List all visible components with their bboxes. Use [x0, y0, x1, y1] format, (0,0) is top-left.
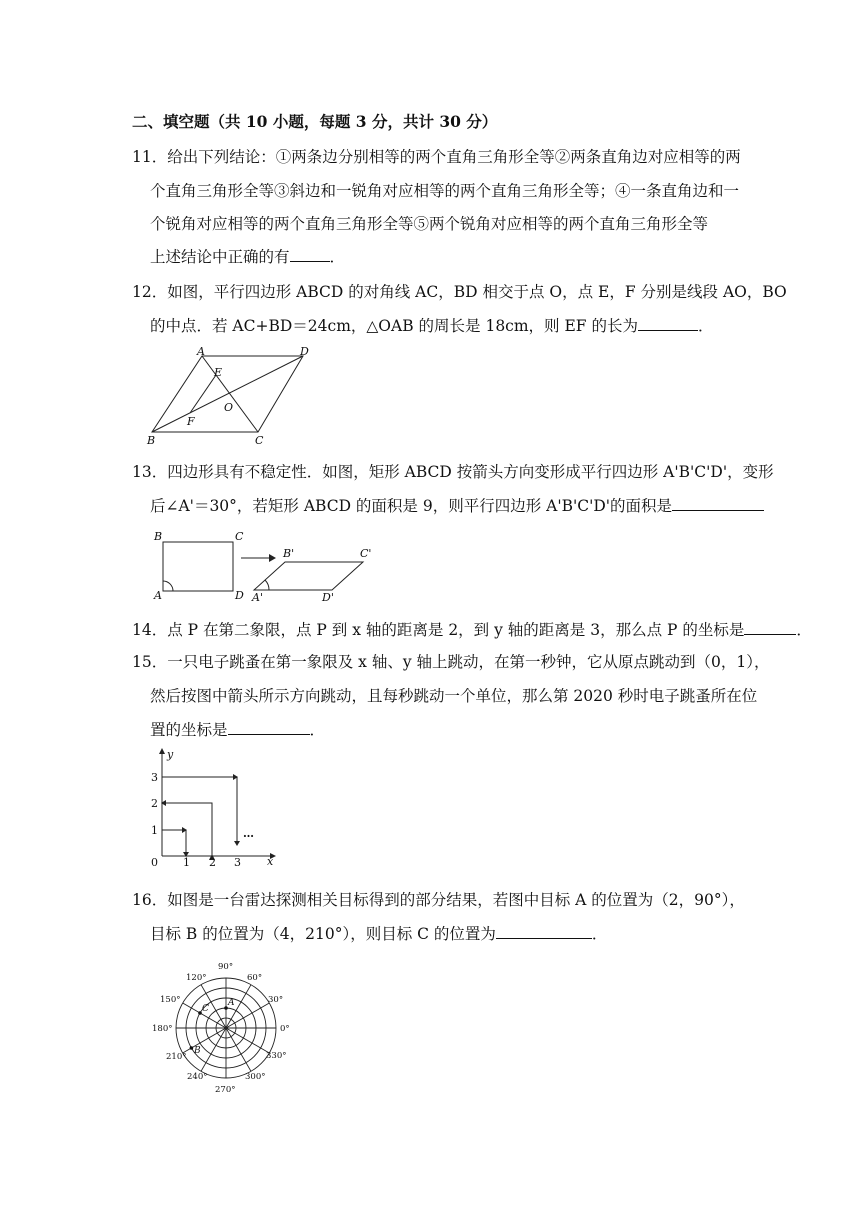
- right-angle-mark: [163, 581, 173, 591]
- target-b-label: B: [194, 1046, 201, 1056]
- angle-label-240: 240°: [187, 1072, 208, 1082]
- q12-line-2: [150, 316, 714, 336]
- q15-line-3: [150, 720, 325, 740]
- flea-path: [162, 777, 237, 856]
- angle-label-120: 120°: [186, 973, 207, 983]
- angle-label-180: 180°: [152, 1024, 173, 1034]
- label-c: C: [235, 530, 244, 543]
- q11-prompt: 上述结论中正确的有: [150, 248, 290, 266]
- angle-label-300: 300°: [245, 1072, 266, 1082]
- label-f: F: [187, 415, 195, 428]
- q16-answer-blank[interactable]: [496, 924, 592, 939]
- q11-line-2: 个直角三角形全等③斜边和一锐角对应相等的两个直角三角形全等；④一条直角边和一: [150, 182, 740, 200]
- q12-answer-blank[interactable]: [638, 316, 698, 331]
- q12-period: ．: [697, 317, 714, 335]
- angle-label-30: 30°: [268, 995, 284, 1005]
- label-b: B: [154, 530, 163, 543]
- label-d-prime: D': [322, 591, 334, 604]
- q14-period: ．: [796, 621, 812, 639]
- angle-label-330: 330°: [266, 1051, 287, 1061]
- angle-mark: [265, 580, 269, 590]
- section-title: 二、填空题（共 10 小题，每题 3 分，共计 30 分）: [132, 112, 498, 131]
- q11-line-1: 11．给出下列结论：①两条边分别相等的两个直角三角形全等②两条直角边对应相等的两: [132, 148, 741, 166]
- ellipsis: …: [243, 827, 254, 840]
- label-b-prime: B': [283, 547, 295, 560]
- q16-line-2: [150, 924, 607, 944]
- tick-y-1: 1: [151, 824, 158, 837]
- angle-label-270: 270°: [215, 1085, 236, 1095]
- target-b-dot: [190, 1046, 194, 1050]
- target-a-label: A: [228, 998, 235, 1008]
- tick-y-2: 2: [151, 797, 158, 810]
- label-o: O: [224, 401, 234, 414]
- q13-line-2: [150, 496, 764, 516]
- q12-prompt: 的中点．若 AC+BD＝24cm，△OAB 的周长是 18cm，则 EF 的长为: [150, 317, 638, 335]
- q11-period: ．: [329, 248, 346, 266]
- q15-line-2: 然后按图中箭头所示方向跳动，且每秒跳动一个单位，那么第 2020 秒时电子跳蚤所在位: [150, 687, 758, 705]
- q11-answer-blank[interactable]: [290, 247, 330, 262]
- arrow-head: [269, 554, 276, 562]
- label-y: y: [167, 748, 174, 761]
- q16-line-1: 16．如图是一台雷达探测相关目标得到的部分结果，若图中目标 A 的位置为（2，90°），: [132, 891, 745, 909]
- q11-line-4: [150, 247, 345, 267]
- label-origin: 0: [151, 856, 158, 868]
- q15-line-1: 15．一只电子跳蚤在第一象限及 x 轴、y 轴上跳动，在第一秒钟，它从原点跳动到（0，1），: [132, 653, 770, 671]
- tick-x-2: 2: [209, 856, 216, 868]
- angle-label-60: 60°: [247, 973, 263, 983]
- q13-answer-blank[interactable]: [672, 496, 764, 511]
- angle-label-210: 210°: [166, 1052, 187, 1062]
- label-b: B: [147, 434, 156, 446]
- tick-x-1: 1: [183, 856, 190, 868]
- label-a: A: [197, 346, 205, 358]
- q13-line-1: 13．四边形具有不稳定性．如图，矩形 ABCD 按箭头方向变形成平行四边形 A'B'C'D'，变形: [132, 463, 774, 481]
- tick-y-3: 3: [151, 771, 158, 784]
- label-c: C: [255, 434, 264, 446]
- q12-line-1: 12．如图，平行四边形 ABCD 的对角线 AC，BD 相交于点 O，点 E，F 分别是线段 AO，BO: [132, 283, 787, 301]
- q15-period: ．: [309, 721, 326, 739]
- y-axis-arrow-icon: [159, 748, 165, 754]
- segment-ef: [190, 375, 216, 413]
- q13-prompt: 后∠A'＝30°，若矩形 ABCD 的面积是 9，则平行四边形 A'B'C'D'的面积是: [150, 497, 673, 515]
- label-x: x: [267, 855, 274, 868]
- angle-label-90: 90°: [218, 962, 234, 972]
- tick-x-3: 3: [234, 856, 241, 868]
- label-d: D: [235, 589, 244, 602]
- angle-label-0: 0°: [280, 1024, 290, 1034]
- label-e: E: [214, 366, 223, 379]
- q16-period: ．: [591, 925, 608, 943]
- q14-prompt: 14．点 P 在第二象限，点 P 到 x 轴的距离是 2，到 y 轴的距离是 3，那么点 P 的坐标是: [132, 621, 745, 639]
- parallelogram-figure: [140, 346, 320, 446]
- diagonal-ac: [202, 356, 258, 432]
- radar-figure: [150, 958, 300, 1098]
- path-arrow-icon: [234, 841, 240, 846]
- q16-prompt: 目标 B 的位置为（4，210°），则目标 C 的位置为: [150, 925, 496, 943]
- target-c-label: C: [202, 1004, 209, 1014]
- label-a: A: [154, 589, 162, 602]
- label-c-prime: C': [360, 547, 372, 560]
- flea-path-figure: [140, 748, 280, 868]
- q15-prompt: 置的坐标是: [150, 721, 228, 739]
- q11-line-3: 个锐角对应相等的两个直角三角形全等⑤两个锐角对应相等的两个直角三角形全等: [150, 215, 709, 233]
- q15-answer-blank[interactable]: [228, 720, 310, 735]
- angle-label-150: 150°: [160, 995, 181, 1005]
- label-d: D: [300, 346, 309, 358]
- label-a-prime: A': [252, 591, 263, 604]
- q14-answer-blank[interactable]: [744, 620, 796, 635]
- q14-line-1: [132, 620, 812, 640]
- parallelogram-a2b2c2d2: [254, 562, 363, 590]
- rectangle-to-parallelogram-figure: [145, 526, 385, 606]
- rectangle-abcd: [163, 542, 233, 591]
